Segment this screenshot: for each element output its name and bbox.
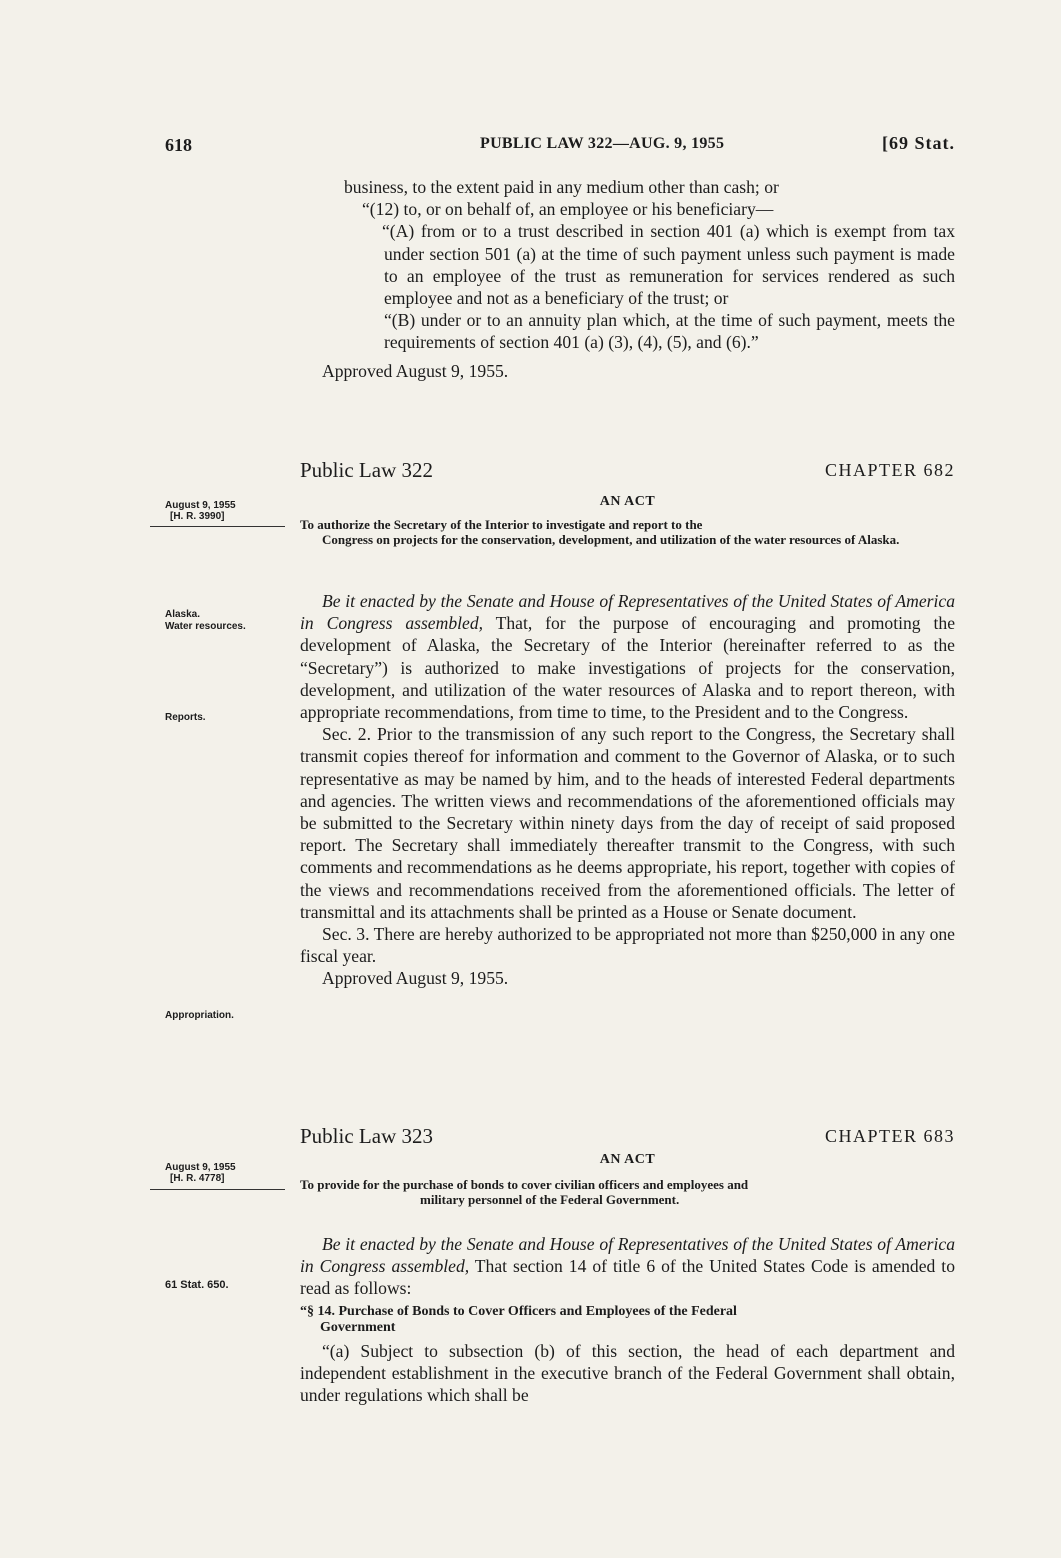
margin-alaska: Alaska. [165, 609, 201, 620]
law-322-purpose-rest: Congress on projects for the conservation, development, and utilization of the water resources of Alaska. [322, 532, 900, 547]
margin-appropriation: Appropriation. [165, 1010, 234, 1021]
law-322-margin-rule [150, 526, 285, 527]
law-322-enacting-rest: That, for the purpose of encouraging and promoting the development of Alaska, the Secretary of the Interior (hereinafter referred to as the “Secretary”) is authorized to make investigations of projects for the conservation, development, and utilization of the water resources of Alaska and to report thereon, with appropriate recommendations, from time to time, to the President and to the Congress. [300, 613, 955, 723]
law-323-purpose-first: To provide for the purchase of bonds to cover civilian officers and employees and [300, 1177, 749, 1192]
law-323-enacting-rest: That section 14 of title 6 of the United States Code is amended to read as follows: [300, 1256, 955, 1299]
continuation-line-2: “(12) to, or on behalf of, an employee or his beneficiary— [362, 199, 774, 220]
law-323-name: Public Law 323 [300, 1124, 433, 1148]
law-322-chapter: CHAPTER 682 [824, 460, 955, 480]
law-322-margin-bill: [H. R. 3990] [170, 511, 225, 522]
law-322-heading [300, 458, 955, 488]
law-323-enacting-clause [300, 1233, 955, 1300]
law-322-margin-date: August 9, 1955 [165, 500, 236, 511]
law-323-purpose-rest: military personnel of the Federal Government. [420, 1192, 680, 1207]
volume-reference: [69 Stat. [882, 133, 955, 153]
law-322-purpose-first: To authorize the Secretary of the Interior to investigate and report to the [300, 517, 703, 532]
law-322-section-3: Sec. 3. There are hereby authorized to be appropriated not more than $250,000 in any one fiscal year. [300, 924, 955, 967]
section-14-heading-rest: Government [320, 1319, 396, 1335]
continuation-line-1: business, to the extent paid in any medium other than cash; or [344, 177, 779, 197]
law-323-heading [300, 1124, 955, 1154]
section-14-heading-first: “§ 14. Purchase of Bonds to Cover Officers and Employees of the Federal [300, 1303, 737, 1319]
section-14-heading [300, 1304, 955, 1336]
continuation-text [300, 176, 955, 382]
law-323-chapter: CHAPTER 683 [824, 1126, 955, 1146]
law-322-enacting-clause [300, 590, 955, 723]
continuation-clause-a: “(A) from or to a trust described in section 401 (a) which is exempt from tax under section 501 (a) at the time of such payment unless such payment is made to an employee of the trust as remuneration for services rendered as such employee and not as a beneficiary of the trust; or [382, 221, 955, 309]
law-323-margin-bill: [H. R. 4778] [170, 1173, 225, 1184]
law-322-enacting-italic: Be it enacted by the Senate and House of Representatives of the United States of America in Congress assembled, [300, 591, 955, 634]
law-323-an-act: AN ACT [599, 1152, 656, 1167]
page-header [165, 135, 955, 161]
law-323-enacting-italic: Be it enacted by the Senate and House of Representatives of the United States of America in Congress assembled, [300, 1234, 955, 1277]
law-323-purpose [300, 1177, 955, 1207]
law-323-margin-date: August 9, 1955 [165, 1162, 236, 1173]
page-number: 618 [165, 135, 192, 155]
law-322-body [300, 590, 955, 990]
law-323-body [300, 1233, 955, 1406]
law-322-name: Public Law 322 [300, 458, 433, 482]
law-322-an-act: AN ACT [599, 494, 656, 509]
continuation-approved: Approved August 9, 1955. [322, 360, 509, 381]
continuation-clause-b: “(B) under or to an annuity plan which, at the time of such payment, meets the requirements of section 401 (a) (3), (4), (5), and (6).” [384, 310, 955, 353]
law-322-purpose [300, 517, 955, 547]
law-322-approved: Approved August 9, 1955. [322, 968, 509, 989]
margin-61-stat: 61 Stat. 650. [165, 1279, 229, 1291]
section-14-subsection-a: “(a) Subject to subsection (b) of this section, the head of each department and independent establishment in the executive branch of the Federal Government shall obtain, under regulations which shall be [300, 1340, 955, 1406]
law-323-margin-rule [150, 1189, 285, 1190]
margin-water-resources: Water resources. [165, 621, 246, 632]
law-322-section-2: Sec. 2. Prior to the transmission of any such report to the Congress, the Secretary shall transmit copies thereof for information and comment to the Governor of Alaska, or to such representative as may be named by him, and to the heads of interested Federal departments and agencies. The written views and recommendations of the aforementioned officials may be submitted to the Secretary within ninety days from the day of receipt of said proposed report. The Secretary shall immediately thereafter transmit to the Congress, with such comments and recommendations as he deems appropriate, his report, together with copies of the views and recommendations received from the aforementioned officials. The letter of transmittal and its attachments shall be printed as a House or Senate document. [300, 724, 955, 922]
margin-reports: Reports. [165, 712, 206, 723]
running-title: PUBLIC LAW 322—AUG. 9, 1955 [480, 135, 725, 152]
